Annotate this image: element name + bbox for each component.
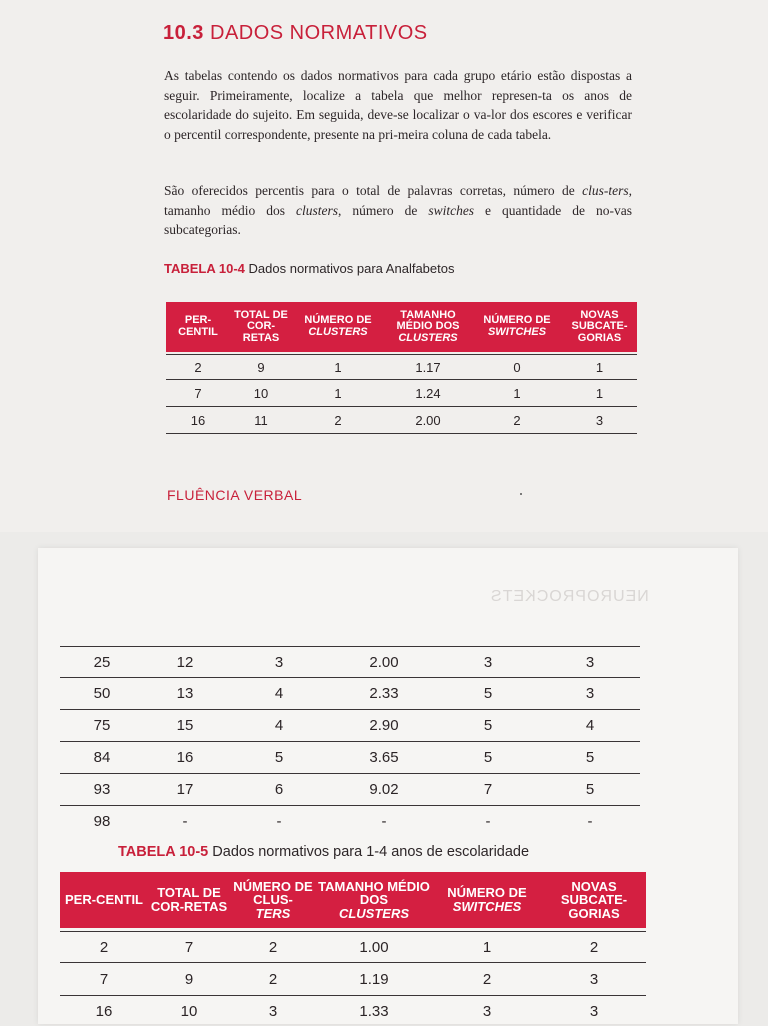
header-novas-subcategorias: NOVAS SUBCATE-GORIAS xyxy=(571,308,628,344)
table-header xyxy=(166,302,637,352)
intro-paragraph: As tabelas contendo os dados normativos para cada grupo etário estão dispostas a seguir. Primeiramente, localize a tabela que melhor represen-ta os anos de escolaridade do sujeito. Em seguida, deve-se localizar o va-lor dos escores e verificar o percentil correspondente, presente na pri-meira coluna de cada tabela. xyxy=(164,68,632,142)
header-tamanho-medio: TAMANHO MÉDIO DOS CLUSTERS xyxy=(318,878,430,921)
header-numero-switches: NÚMERO DE SWITCHES xyxy=(483,314,551,338)
table-body xyxy=(166,354,637,434)
table-row: 50 13 4 2.33 5 3 xyxy=(60,678,640,710)
section-title xyxy=(163,22,428,45)
table-row: 7 10 1 1.24 1 1 xyxy=(166,380,637,407)
table-10-5 xyxy=(60,872,646,1026)
table-10-4-continued xyxy=(60,646,640,836)
table-body xyxy=(60,646,640,836)
table-10-5-caption: TABELA 10-5 Dados normativos para 1-4 anos de escolaridade xyxy=(118,844,530,860)
table-row: 93 17 6 9.02 7 5 xyxy=(60,774,640,806)
description-paragraph: São oferecidos percentis para o total de palavras corretas, número de clus-ters, tamanho médio dos clusters, número de switches e quantidade de no-vas subcategorias. xyxy=(164,183,632,237)
header-tamanho-medio: TAMANHO MÉDIO DOS CLUSTERS xyxy=(396,308,460,344)
table-10-4 xyxy=(166,302,637,434)
header-novas-subcategorias: NOVAS SUBCATE-GORIAS xyxy=(560,878,628,921)
section-number: 10.3 xyxy=(163,22,204,44)
header-numero-clusters: NÚMERO DE CLUSTERS xyxy=(304,314,372,338)
table-10-4-caption: TABELA 10-4 Dados normativos para Analfabetos xyxy=(164,261,455,276)
table-row: 7 9 2 1.19 2 3 xyxy=(60,963,646,996)
table-row: 16 11 2 2.00 2 3 xyxy=(166,407,637,434)
header-percentil: PER-CENTIL xyxy=(178,314,218,338)
header-numero-clusters: NÚMERO DE CLUS- TERS xyxy=(233,878,313,921)
table-body xyxy=(60,931,646,1026)
header-total-corretas: TOTAL DE COR-RETAS xyxy=(234,308,288,344)
bleed-through-text: NEUROPROCKETS xyxy=(490,588,649,605)
table-row: 2 7 2 1.00 1 2 xyxy=(60,932,646,963)
header-numero-switches: NÚMERO DE SWITCHES xyxy=(447,885,527,914)
table-row: 16 10 3 1.33 3 3 xyxy=(95,1002,599,1020)
table-row: 75 15 4 2.90 5 4 xyxy=(60,710,640,742)
speck xyxy=(520,493,522,495)
table-row: 98 - - - - - xyxy=(93,812,593,830)
table-row: 25 12 3 2.00 3 3 xyxy=(60,647,640,678)
table-header xyxy=(60,872,646,928)
section-title-text: DADOS NORMATIVOS xyxy=(210,22,428,44)
header-total-corretas: TOTAL DE COR-RETAS xyxy=(150,885,228,914)
table-row: 84 16 5 3.65 5 5 xyxy=(60,742,640,774)
header-percentil: PER-CENTIL xyxy=(65,892,143,908)
fluencia-verbal-heading: FLUÊNCIA VERBAL xyxy=(167,487,303,503)
table-row: 2 9 1 1.17 0 1 xyxy=(166,355,637,380)
